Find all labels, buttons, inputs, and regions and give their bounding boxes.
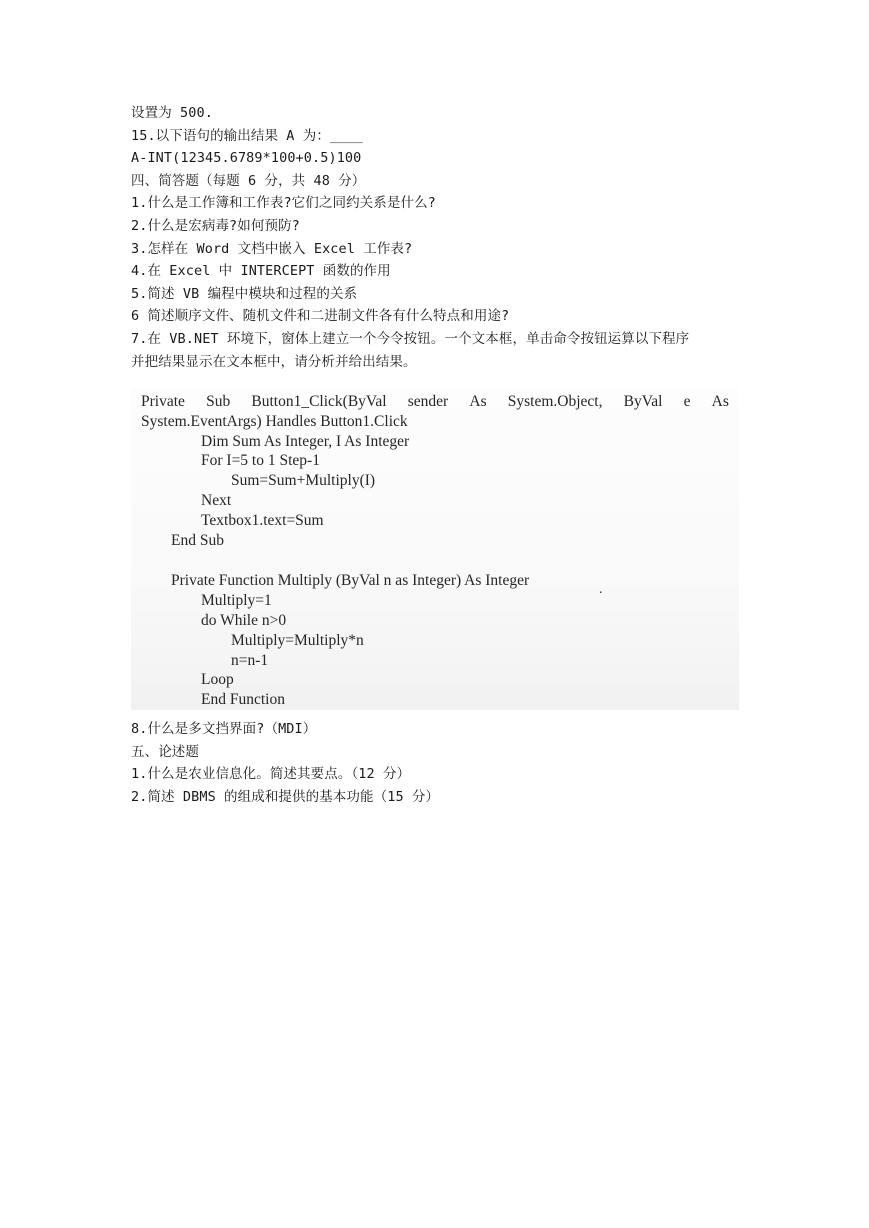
exam-text-top [131,102,741,373]
code-line-9: Private Function Multiply (ByVal n as Integer) As Integer [171,572,530,590]
code-line-7: Textbox1.text=Sum [201,511,324,529]
essay-question-2: 2.简述 DBMS 的组成和提供的基本功能（15 分） [131,788,440,805]
code-listing-image [131,388,739,710]
code-line-11: do While n>0 [201,611,287,629]
code-line-8: End Sub [171,531,224,549]
code-blank-line [141,550,729,571]
code-line-4: For I=5 to 1 Step-1 [201,452,320,470]
code-word: ByVal [623,393,663,410]
question-1: 1.什么是工作簿和工作表?它们之同约关系是什么? [131,195,436,212]
code-line-3: Dim Sum As Integer, I As Integer [201,432,410,450]
exam-text-bottom [131,718,741,808]
code-line-10: Multiply=1 [201,592,272,610]
question-6: 6 简述顺序文件、随机文件和二进制文件各有什么特点和用途? [131,308,510,325]
text-line: 设置为 500. [131,105,213,121]
question-4: 4.在 Excel 中 INTERCEPT 函数的作用 [131,263,391,280]
code-line-6: Next [201,491,232,509]
code-line-2: System.EventArgs) Handles Button1.Click [141,412,408,430]
code-line-13: n=n-1 [231,651,269,669]
question-7-continued: 并把结果显示在文本框中，请分析并给出结果。 [131,353,417,370]
question-2: 2.什么是宏病毒?如何预防? [131,217,300,234]
code-word: Button1_Click(ByVal [251,393,387,410]
question-8: 8.什么是多文挡界面?（MDI） [131,721,317,737]
code-word: e [683,393,691,410]
code-line-14: Loop [201,671,234,689]
code-line-1 [141,392,729,412]
code-word: System.Object, [507,393,603,410]
question-7: 7.在 VB.NET 环境下，窗体上建立一个今令按钮。一个文本框，单击命令按钮运算以下程序 [131,330,690,347]
code-word: Sub [206,393,231,410]
question-15: 15.以下语句的输出结果 A 为：____ [131,127,363,144]
code-line-5: Sum=Sum+Multiply(I) [231,472,376,490]
essay-question-1: 1.什么是农业信息化。简述其要点。（12 分） [131,766,411,783]
question-5: 5.简述 VB 编程中模块和过程的关系 [131,285,358,302]
code-word: As [711,393,729,410]
code-word: As [469,393,487,410]
code-word: Private [141,393,185,410]
question-15-expression: A-INT(12345.6789*100+0.5)100 [131,150,362,167]
code-line-12: Multiply=Multiply*n [231,631,364,649]
code-line-15: End Function [201,691,285,709]
section-heading-essay: 五、论述题 [131,743,199,760]
section-heading-short-answer: 四、简答题（每题 6 分，共 48 分） [131,172,366,189]
code-word: sender [407,393,449,410]
stray-mark: . [599,582,603,597]
question-3: 3.怎样在 Word 文档中嵌入 Excel 工作表? [131,240,413,257]
